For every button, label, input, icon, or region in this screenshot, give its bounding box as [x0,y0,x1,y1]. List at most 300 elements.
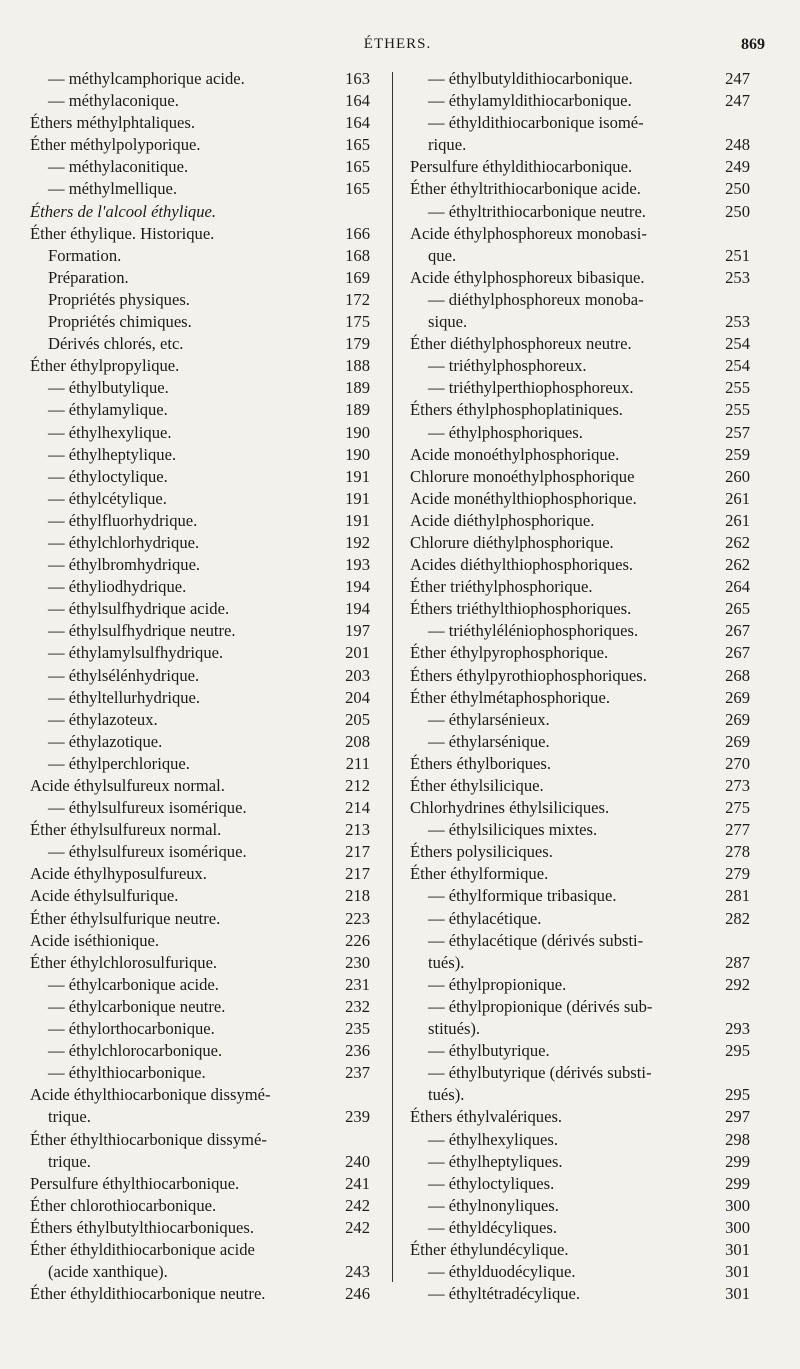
index-entry-page: 249 [725,157,750,177]
index-entry [30,797,370,819]
index-entry-page: 253 [725,312,750,332]
index-entry-page: 247 [725,69,750,88]
index-entry-page: 235 [345,1019,370,1039]
index-entry-page: 282 [725,908,750,928]
index-entry [30,974,370,996]
index-entry-page: 247 [725,91,750,111]
index-entry [30,1106,370,1128]
index-entry-title: tués). [428,1085,465,1105]
index-entry [410,775,750,797]
index-entry-title: — éthylchlorhydrique. [48,532,200,552]
index-entry-title: — éthyloctyliques. [428,1173,555,1193]
index-entry-title: — éthylsulfhydrique neutre. [48,621,236,641]
index-entry-title: — éthylsulfureux isomérique. [48,842,247,862]
index-entry [410,245,750,267]
index-entry-page: 163 [345,69,370,88]
index-entry-title: — éthylacétique. [428,908,542,928]
index-entry-page: 255 [725,400,750,420]
index-entry [410,377,750,399]
index-entry-title: Chlorhydrines éthylsiliciques. [410,798,610,818]
index-entry-page: 240 [345,1151,370,1171]
index-entry [30,841,370,863]
index-entry-page: 268 [725,665,750,685]
index-entry-page: 292 [725,974,750,994]
index-entry-page: 191 [345,488,370,508]
index-entry-title: Éthers éthylvalériques. [410,1107,563,1127]
index-column-right [410,68,750,1305]
index-entry [410,68,750,90]
index-entry-page: 262 [725,555,750,575]
index-entry [410,466,750,488]
index-entry-page: 217 [345,842,370,862]
index-entry [410,620,750,642]
index-entry-page: 267 [725,621,750,641]
index-entry-page: 277 [725,820,750,840]
index-entry-title: Éthers de l'alcool éthylique. [30,201,217,221]
index-entry-title: — éthylazoteux. [48,709,158,729]
running-head: ÉTHERS. [363,36,432,52]
index-entry-title: trique. [48,1107,91,1127]
index-entry [410,1217,750,1239]
index-entry [30,554,370,576]
index-entry [30,952,370,974]
index-entry-title: Persulfure éthyldithiocarbonique. [410,157,633,177]
index-entry [410,333,750,355]
index-entry-title: — éthyldithiocarbonique isomé- [428,113,644,133]
index-entry-title: — diéthylphosphoreux monoba- [428,289,644,309]
index-entry [30,1173,370,1195]
index-entry-page: 278 [725,842,750,862]
index-entry [410,753,750,775]
index-entry [30,311,370,333]
index-entry-title: Éther éthylsulfurique neutre. [30,908,221,928]
index-entry [30,178,370,200]
index-entry-page: 226 [345,930,370,950]
index-entry [30,1151,370,1173]
index-entry [410,797,750,819]
index-entry-title: — triéthylphosphoreux. [428,356,587,376]
index-entry-page: 214 [345,798,370,818]
index-entry-title: — éthylacétique (dérivés substi- [428,930,644,950]
index-entry-title: Éther éthylmétaphosphorique. [410,687,610,707]
index-entry [30,510,370,532]
index-entry-title: Éthers méthylphtaliques. [30,113,195,133]
index-entry [30,1283,370,1305]
index-entry-title: — éthylperchlorique. [48,753,190,773]
index-entry [410,554,750,576]
index-entry-page: 223 [345,908,370,928]
index-entry [410,996,750,1018]
index-entry [30,1018,370,1040]
index-entry-page: 179 [345,334,370,354]
index-entry-title: — éthylsulfureux isomérique. [48,798,247,818]
index-entry-page: 255 [725,378,750,398]
index-entry [410,908,750,930]
index-entry-page: 241 [345,1173,370,1193]
index-entry [30,90,370,112]
index-entry [410,576,750,598]
index-entry-title: — méthylaconique. [48,91,179,111]
index-entry-page: 243 [345,1262,370,1282]
index-entry [410,488,750,510]
index-entry-page: 230 [345,952,370,972]
index-entry-title: — éthylazotique. [48,731,163,751]
index-entry-page: 250 [725,201,750,221]
index-entry-title: Éthers éthylboriques. [410,753,552,773]
index-entry [30,223,370,245]
index-entry [410,399,750,421]
index-entry [410,1018,750,1040]
index-entry [30,1195,370,1217]
index-entry-title: Éther éthylundécylique. [410,1239,569,1259]
index-entry-title: — éthylthiocarbonique. [48,1063,206,1083]
index-entry-title: Chlorure diéthylphosphorique. [410,532,614,552]
index-entry-page: 259 [725,444,750,464]
index-entry [30,377,370,399]
index-entry-page: 213 [345,820,370,840]
index-entry [410,709,750,731]
index-entry [410,112,750,134]
index-entry-title: Éther éthylpyrophosphorique. [410,643,609,663]
index-entry [410,665,750,687]
index-entry-page: 261 [725,510,750,530]
index-entry [410,201,750,223]
index-entry-page: 190 [345,444,370,464]
index-entry-title: sique. [428,312,468,332]
index-entry [410,1283,750,1305]
index-entry [30,532,370,554]
index-entry-page: 253 [725,267,750,287]
index-entry-title: — éthyliodhydrique. [48,577,187,597]
index-entry-title: — éthylbutylique. [48,378,169,398]
index-entry [30,1261,370,1283]
index-entry-page: 262 [725,532,750,552]
index-entry [410,90,750,112]
index-entry-title: Dérivés chlorés, etc. [48,334,184,354]
index-entry-title: Acide éthylphosphoreux bibasique. [410,267,645,287]
index-entry [410,930,750,952]
index-entry [410,223,750,245]
index-entry-title: — éthyldécyliques. [428,1217,558,1237]
index-entry-page: 300 [725,1217,750,1237]
index-entry-title: — éthyltrithiocarbonique neutre. [428,201,646,221]
index-entry-title: tués). [428,952,465,972]
index-entry [410,134,750,156]
index-entry-page: 299 [725,1151,750,1171]
index-entry-page: 264 [725,577,750,597]
index-entry-page: 208 [345,731,370,751]
index-entry [30,289,370,311]
index-entry-page: 172 [345,289,370,309]
index-entry-page: 203 [345,665,370,685]
index-entry-title: Éther méthylpolyporique. [30,135,201,155]
index-entry [30,930,370,952]
index-entry-title: Éther éthylchlorosulfurique. [30,952,218,972]
index-entry-title: Éthers éthylbutylthiocarboniques. [30,1217,254,1237]
index-entry [410,819,750,841]
index-entry-title: Éther triéthylphosphorique. [410,577,593,597]
index-entry-page: 169 [345,267,370,287]
index-entry-title: — éthylformique tribasique. [428,886,617,906]
index-entry-title: Acide monoéthylphosphorique. [410,444,620,464]
index-entry [410,642,750,664]
index-entry-title: — éthylbromhydrique. [48,555,201,575]
index-entry [410,1084,750,1106]
index-entry [30,863,370,885]
index-entry-page: 191 [345,466,370,486]
index-entry [30,908,370,930]
index-entry-title: Éther éthylpropylique. [30,356,180,376]
index-entry-title: Acide monéthylthiophosphorique. [410,488,637,508]
index-entry [30,399,370,421]
index-entry [410,1261,750,1283]
index-entry-page: 175 [345,312,370,332]
index-entry-title: Éthers triéthylthiophosphoriques. [410,599,632,619]
index-entry [410,156,750,178]
index-entry-page: 204 [345,687,370,707]
index-entry-title: — éthylduodécylique. [428,1262,576,1282]
index-entry-page: 273 [725,776,750,795]
index-entry-title: que. [428,245,457,265]
index-entry-page: 237 [345,1063,370,1083]
index-entry-page: 188 [345,356,370,376]
index-entry [410,1040,750,1062]
index-entry-page: 164 [345,113,370,133]
column-divider [392,72,393,1282]
index-entry [30,642,370,664]
index-entry-title: — éthylheptyliques. [428,1151,563,1171]
index-entry-page: 236 [345,1041,370,1061]
index-entry [30,687,370,709]
index-entry-page: 279 [725,864,750,884]
index-column-left [30,68,370,1305]
index-entry-title: — éthylsulfhydrique acide. [48,599,230,619]
index-entry [410,1239,750,1261]
index-entry-page: 217 [345,864,370,884]
index-entry-page: 194 [345,577,370,597]
index-entry-page: 201 [345,643,370,663]
index-entry-title: (acide xanthique). [48,1262,168,1282]
index-entry-page: 300 [725,1195,750,1215]
index-entry-title: — éthyltellurhydrique. [48,687,201,707]
index-entry-page: 260 [725,466,750,486]
index-entry [410,974,750,996]
index-entry [30,333,370,355]
index-entry [30,156,370,178]
index-entry [30,1062,370,1084]
index-entry-title: — éthylcarbonique acide. [48,974,219,994]
index-entry-title: Éther chlorothiocarbonique. [30,1195,217,1215]
index-entry-title: — éthylamyldithiocarbonique. [428,91,632,111]
index-entry [410,1195,750,1217]
index-entry-page: 270 [725,753,750,773]
index-entry-page: 295 [725,1041,750,1061]
index-entry-page: 165 [345,135,370,155]
index-entry-page: 267 [725,643,750,663]
index-entry [30,576,370,598]
index-entry-page: 242 [345,1217,370,1237]
index-entry [30,996,370,1018]
index-entry [410,1106,750,1128]
index-entry-page: 293 [725,1019,750,1039]
index-entry-title: — éthylorthocarbonique. [48,1019,215,1039]
index-entry-title: Éthers polysiliciques. [410,842,553,862]
index-entry-page: 168 [345,245,370,265]
index-entry [30,753,370,775]
index-entry-page: 191 [345,510,370,530]
index-entry [30,1239,370,1261]
index-entry-title: — méthylmellique. [48,179,178,199]
index-entry [30,422,370,444]
index-entry-title: Préparation. [48,267,129,287]
index-entry [410,1129,750,1151]
index-entry [410,687,750,709]
index-entry [410,1173,750,1195]
index-entry [30,1217,370,1239]
index-entry-page: 301 [725,1262,750,1282]
index-entry-title: Éthers éthylphosphoplatiniques. [410,400,623,420]
page-number: 869 [741,36,765,53]
index-entry [410,952,750,974]
index-entry [410,598,750,620]
index-entry-page: 269 [725,709,750,729]
index-entry [410,289,750,311]
index-entry-page: 211 [345,753,370,773]
index-entry-page: 287 [725,952,750,972]
index-entry-title: Éthers éthylpyrothiophosphoriques. [410,665,647,685]
index-entry [30,466,370,488]
index-entry-title: Acide éthylphosphoreux monobasi- [410,223,647,243]
index-entry-page: 301 [725,1284,750,1304]
index-entry-title: — éthylpropionique (dérivés sub- [428,996,653,1016]
index-entry [410,267,750,289]
index-entry [410,510,750,532]
index-entry-title: — éthyloctylique. [48,466,168,486]
index-entry-title: Éther éthyltrithiocarbonique acide. [410,179,641,199]
index-entry [30,775,370,797]
index-entry-page: 257 [725,422,750,442]
index-entry [30,819,370,841]
index-entry [410,885,750,907]
index-entry-title: — éthyltétradécylique. [428,1284,581,1304]
index-entry-title: — méthylcamphorique acide. [48,69,245,88]
index-entry-page: 269 [725,731,750,751]
index-entry [30,885,370,907]
index-entry [30,620,370,642]
index-entry-title: — éthylphosphoriques. [428,422,583,442]
index-entry-title: Éther éthylique. Historique. [30,223,215,243]
index-entry-title: — éthylbutyrique. [428,1041,550,1061]
index-entry-title: — éthylheptylique. [48,444,177,464]
index-entry [30,709,370,731]
index-entry-page: 189 [345,400,370,420]
index-entry-title: Éther éthyldithiocarbonique neutre. [30,1284,266,1304]
index-entry-title: Éther éthylsilicique. [410,776,544,795]
index-entry [30,1040,370,1062]
index-entry-title: Acide diéthylphosphorique. [410,510,595,530]
index-entry-title: — éthylchlorocarbonique. [48,1041,223,1061]
index-entry-title: — triéthyléléniophosphoriques. [428,621,639,641]
index-entry-page: 251 [725,245,750,265]
index-entry [410,1151,750,1173]
index-entry [410,355,750,377]
index-entry [30,488,370,510]
index-entry [30,444,370,466]
index-entry-title: Éther éthylsulfureux normal. [30,820,222,840]
index-entry-title: stitués). [428,1019,481,1039]
index-entry-page: 254 [725,356,750,376]
index-entry [30,355,370,377]
index-entry-title: — éthylfluorhydrique. [48,510,198,530]
index-entry [410,532,750,554]
index-entry-page: 275 [725,798,750,818]
index-entry-page: 189 [345,378,370,398]
index-entry [30,201,370,223]
index-entry [30,1084,370,1106]
index-entry-title: — éthylcarbonique neutre. [48,996,226,1016]
index-entry [410,311,750,333]
index-entry-title: — éthylpropionique. [428,974,567,994]
index-entry-title: Acide iséthionique. [30,930,160,950]
index-entry-page: 301 [725,1239,750,1259]
index-entry-title: Persulfure éthylthiocarbonique. [30,1173,240,1193]
index-entry [410,1062,750,1084]
index-entry-page: 190 [345,422,370,442]
index-entry-page: 193 [345,555,370,575]
index-entry [410,841,750,863]
index-entry-title: Éther éthylthiocarbonique dissymé- [30,1129,267,1149]
index-entry-page: 197 [345,621,370,641]
index-entry-title: — éthylamylique. [48,400,168,420]
index-entry-title: Chlorure monoéthylphosphorique [410,466,635,486]
index-entry-title: Acide éthylthiocarbonique dissymé- [30,1085,271,1105]
index-entry-page: 269 [725,687,750,707]
index-entry [30,245,370,267]
index-entry [30,267,370,289]
index-entry-title: Acide éthylsulfureux normal. [30,776,225,795]
index-entry [30,68,370,90]
index-entry-page: 194 [345,599,370,619]
index-entry-page: 232 [345,996,370,1016]
index-entry-page: 265 [725,599,750,619]
index-entry-page: 298 [725,1129,750,1149]
index-entry-page: 261 [725,488,750,508]
index-entry-page: 212 [345,776,370,795]
index-entry-page: 248 [725,135,750,155]
index-entry-title: — éthylsélénhydrique. [48,665,200,685]
index-entry-title: Éther éthyldithiocarbonique acide [30,1239,255,1259]
index-entry-title: Acide éthylsulfurique. [30,886,179,906]
index-entry-title: Propriétés physiques. [48,289,190,309]
index-entry-title: — éthylnonyliques. [428,1195,559,1215]
index-entry-title: — éthylarsénique. [428,731,550,751]
index-entry-page: 218 [345,886,370,906]
index-entry [410,422,750,444]
index-entry-page: 250 [725,179,750,199]
index-entry [410,178,750,200]
index-entry-title: Éther diéthylphosphoreux neutre. [410,334,632,354]
page-header [30,36,765,58]
index-entry-title: Propriétés chimiques. [48,312,192,332]
index-entry-title: — méthylaconitique. [48,157,189,177]
index-entry-title: — éthylamylsulfhydrique. [48,643,224,663]
index-entry [30,112,370,134]
index-entry [30,1129,370,1151]
index-entry-title: Formation. [48,245,122,265]
index-entry [410,863,750,885]
index-entry [410,731,750,753]
index-entry-page: 297 [725,1107,750,1127]
